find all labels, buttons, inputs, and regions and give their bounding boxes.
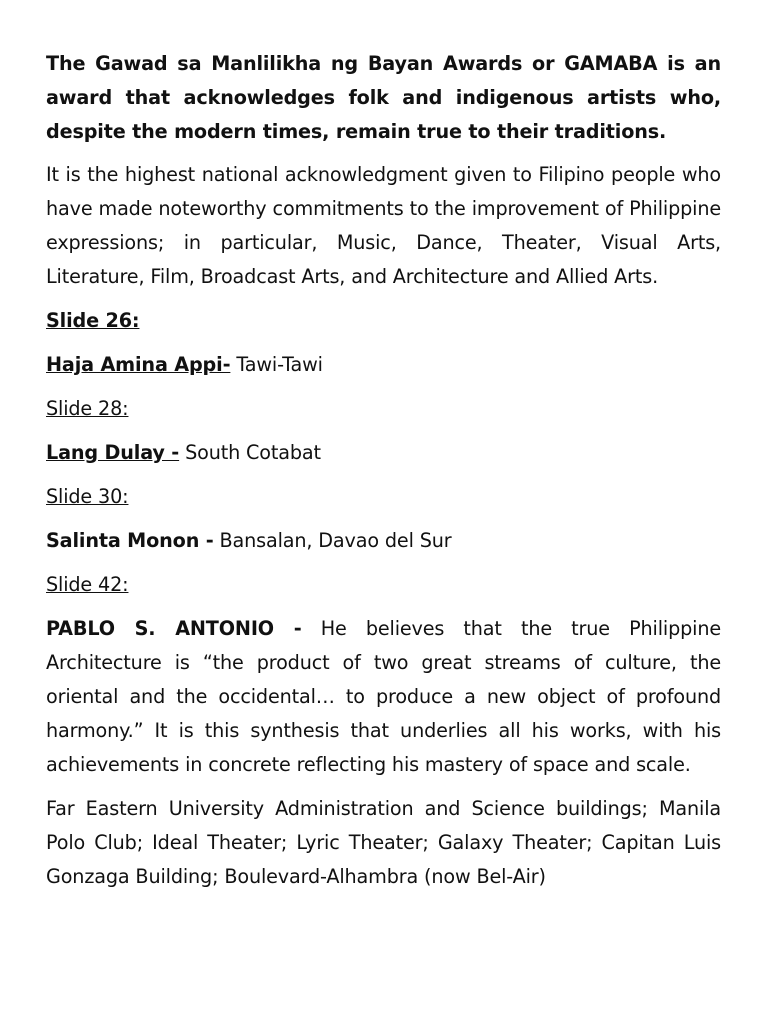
entry-detail: Bansalan, Davao del Sur xyxy=(219,529,452,552)
entry-detail: South Cotabat xyxy=(185,441,321,464)
entry-salinta-monon xyxy=(46,524,721,558)
entry-name: Salinta Monon - xyxy=(46,529,214,552)
works-paragraph: Far Eastern University Administration and Science buildings; Manila Polo Club; Ideal Theater; Lyric Theater; Galaxy Theater; Capitan Luis Gonzaga Building; Boulevard-Alhambra (now Bel-Air) xyxy=(46,797,721,888)
slide-26-heading: Slide 26: xyxy=(46,309,140,332)
slide-28-heading: Slide 28: xyxy=(46,397,129,420)
intro-body-paragraph: It is the highest national acknowledgment given to Filipino people who have made noteworthy commitments to the improvement of Philippine expressions; in particular, Music, Dance, Theater, Visual Arts, Literature, Film, Broadcast Arts, and Architecture and Allied Arts. xyxy=(46,163,721,288)
entry-name: Lang Dulay - xyxy=(46,441,180,464)
document-page xyxy=(46,47,721,894)
entry-detail: Tawi-Tawi xyxy=(236,353,323,376)
intro-lead-paragraph: The Gawad sa Manlilikha ng Bayan Awards or GAMABA is an award that acknowledges folk and indigenous artists who, despite the modern times, remain true to their traditions. xyxy=(46,52,721,143)
entry-pablo-antonio xyxy=(46,612,721,782)
entry-name: PABLO S. ANTONIO - xyxy=(46,617,302,640)
entry-haja-amina-appi xyxy=(46,348,721,382)
slide-42-heading: Slide 42: xyxy=(46,573,129,596)
entry-detail: He believes that the true Philippine Architecture is “the product of two great streams of culture, the oriental and the occidental… to produce a new object of profound harmony.” It is this synthesis that underlies all his works, with his achievements in concrete reflecting his mastery of space and scale. xyxy=(46,617,722,776)
entry-lang-dulay xyxy=(46,436,721,470)
entry-name: Haja Amina Appi- xyxy=(46,353,231,376)
slide-30-heading: Slide 30: xyxy=(46,485,129,508)
